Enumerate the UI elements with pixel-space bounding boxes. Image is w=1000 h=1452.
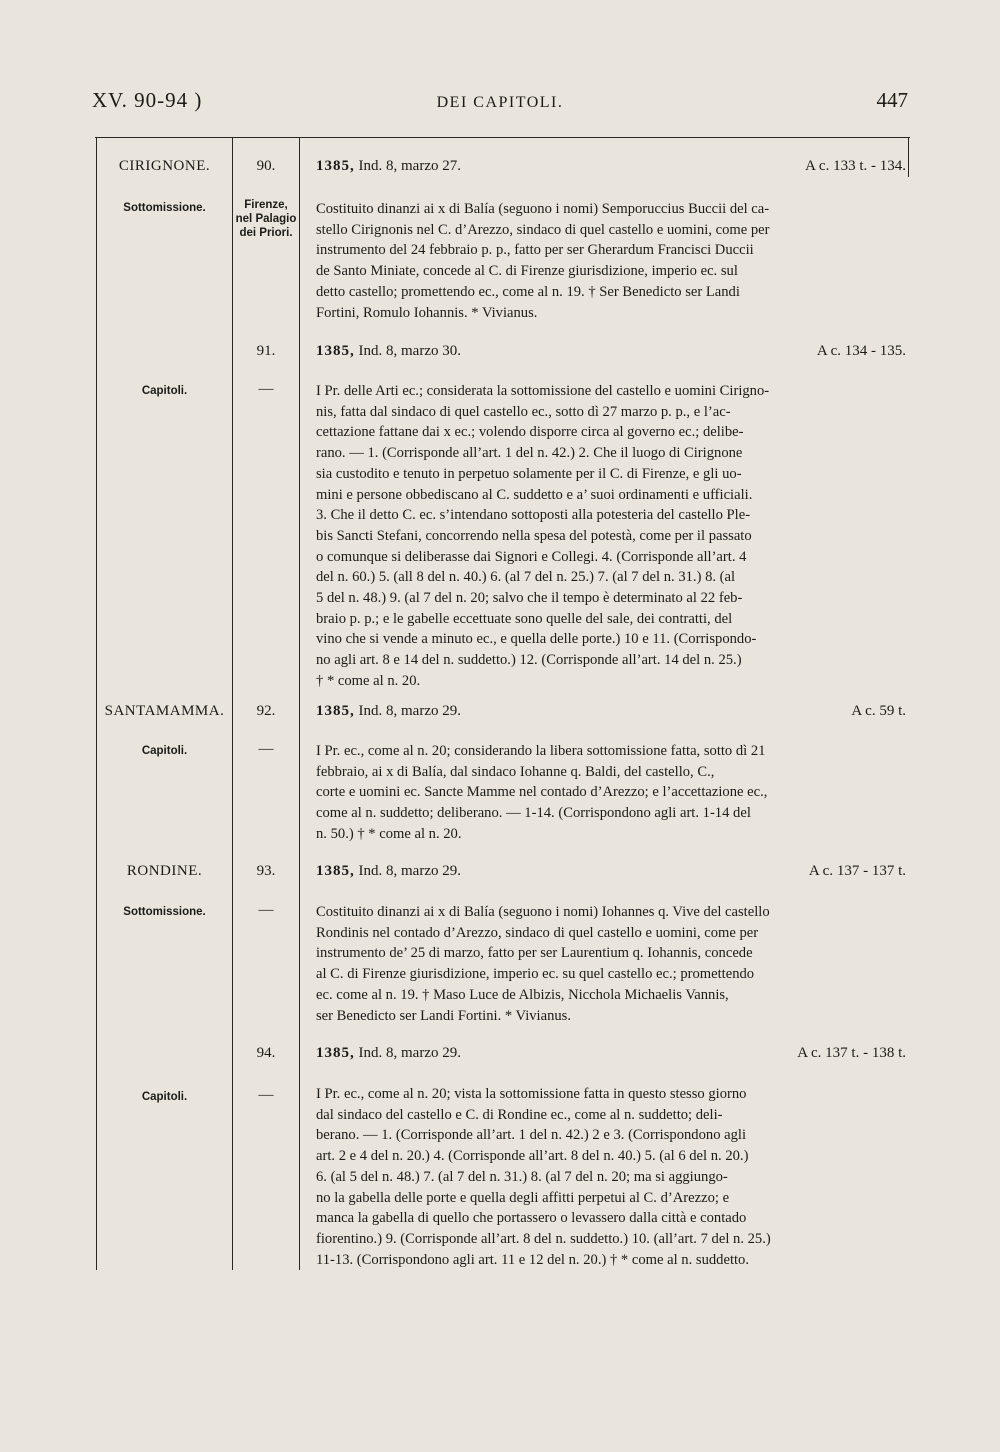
text-line: I Pr. ec., come al n. 20; vista la sottomissione fatta in questo stesso giorno — [316, 1086, 747, 1102]
entry-location — [233, 198, 299, 240]
column-rule-numbers — [299, 137, 300, 1270]
entry-place-name: RONDINE. — [126, 863, 203, 879]
location-line: nel Palagio — [235, 213, 297, 225]
entry-number: 92. — [256, 703, 276, 719]
entry-reference: A c. 137 t. - 138 t. — [797, 1045, 906, 1061]
text-line: braio p. p.; e le gabelle eccettuate sono quelle del sale, dei contratti, del — [316, 610, 733, 627]
text-line: I Pr. delle Arti ec.; considerata la sottomissione del castello e uomini Cirigno- — [316, 383, 770, 399]
text-line: febbraio, ai x di Balía, dal sindaco Iohanne q. Baldi, del castello, C., — [316, 763, 715, 780]
text-line: Costituito dinanzi ai x di Balía (seguono i nomi) Semporuccius Buccii del ca- — [316, 201, 770, 217]
location-line: dei Priori. — [239, 227, 293, 239]
entry-type: Sottomissione. — [123, 202, 206, 214]
text-line: nis, fatta dal sindaco di quel castello ec., sotto dì 27 marzo p. p., e l’ac- — [316, 403, 731, 420]
entry-date: Ind. 8, marzo 29. — [358, 703, 461, 719]
text-line: 11-13. (Corrispondono agli art. 11 e 12 del n. 20.) † * come al n. suddetto. — [316, 1251, 750, 1268]
text-line: stello Cirignonis nel C. d’Arezzo, sindaco di quel castello e uomini, come per — [316, 221, 770, 238]
entry-type: Capitoli. — [141, 385, 188, 397]
text-line: art. 2 e 4 del n. 20.) 4. (Corrisponde all’art. 8 del n. 40.) 5. (al 6 del n. 20.) — [316, 1148, 749, 1165]
text-line: corte e uomini ec. Sancte Mamme nel contado d’Arezzo; e l’accettazione ec., — [316, 784, 768, 801]
entry-year: 1385, — [316, 703, 355, 719]
entry-date: Ind. 8, marzo 29. — [358, 863, 461, 879]
entry-location-dash: — — [258, 381, 274, 397]
entry-heading — [316, 1045, 906, 1062]
text-line: come al n. suddetto; deliberano. — 1-14. (Corrispondono agli art. 1-14 del — [316, 805, 751, 822]
text-line: rano. — 1. (Corrisponde all’art. 1 del n. 42.) 2. Che il luogo di Cirignone — [316, 445, 743, 462]
entry-reference: A c. 134 - 135. — [816, 343, 906, 359]
text-line: bis Sancti Stefani, concorrendo nella spesa del potestà, come per il passato — [316, 527, 752, 544]
text-line: o comunque si deliberasse dai Signori e Collegi. 4. (Corrisponde all’art. 4 — [316, 548, 747, 565]
text-line: ser Benedicto ser Landi Fortini. * Vivianus. — [316, 1007, 572, 1024]
text-line: I Pr. ec., come al n. 20; considerando la libera sottomissione fatta, sotto dì 21 — [316, 743, 766, 759]
text-line: del n. 60.) 5. (all 8 del n. 40.) 6. (al 7 del n. 25.) 7. (al 7 del n. 31.) 8. (al — [316, 569, 736, 586]
entry-heading — [316, 343, 906, 360]
entry-number: 93. — [256, 863, 276, 879]
entry-year: 1385, — [316, 343, 355, 359]
entry-type: Capitoli. — [141, 1091, 188, 1103]
text-line: mini e persone obbediscano al C. suddetto e a’ suoi ordinamenti e ufficiali. — [316, 486, 753, 503]
top-rule — [95, 137, 910, 138]
entry-body — [316, 381, 906, 692]
entry-body — [316, 1084, 906, 1270]
entry-date: Ind. 8, marzo 30. — [358, 343, 461, 359]
text-line: manca la gabella di quello che portassero o levassero dalla città e contado — [316, 1210, 747, 1227]
entry-number: 90. — [256, 158, 276, 174]
text-line: instrumento de’ 25 di marzo, fatto per ser Laurentium q. Iohannis, concede — [316, 945, 753, 962]
text-line: 3. Che il detto C. ec. s’intendano sottoposti alla potesteria del castello Ple- — [316, 507, 751, 524]
text-line: Costituito dinanzi ai x di Balía (seguono i nomi) Iohannes q. Vive del castello — [316, 904, 770, 920]
text-line: no agli art. 8 e 14 del n. suddetto.) 12. (Corrisponde all’art. 14 del n. 25.) — [316, 652, 742, 669]
entry-date: Ind. 8, marzo 29. — [358, 1045, 461, 1061]
entry-number: 94. — [256, 1045, 276, 1061]
text-line: vino che si vende a minuto ec., e quella delle porte.) 10 e 11. (Corrispondo- — [316, 631, 757, 648]
text-line: n. 50.) † * come al n. 20. — [316, 825, 462, 842]
text-line: sia custodito e tenuto in perpetuo solamente per il C. di Firenze, e gli uo- — [316, 465, 742, 482]
entry-number: 91. — [256, 343, 276, 359]
entry-body — [316, 741, 906, 845]
text-line: no la gabella delle porte e quella degli affitti perpetui al C. d’Arezzo; e — [316, 1189, 730, 1206]
location-line: Firenze, — [244, 199, 288, 211]
running-head-title: DEI CAPITOLI. — [436, 94, 564, 111]
text-line: instrumento del 24 febbraio p. p., fatto per ser Gherardum Francisci Duccii — [316, 242, 754, 259]
entry-date: Ind. 8, marzo 27. — [358, 158, 461, 174]
entry-body — [316, 902, 906, 1026]
entry-place-name: CIRIGNONE. — [118, 158, 211, 174]
right-border-rule — [908, 137, 909, 177]
entry-heading — [316, 863, 906, 880]
entry-reference: A c. 133 t. - 134. — [805, 158, 906, 174]
entry-reference: A c. 59 t. — [851, 703, 906, 719]
entry-type: Sottomissione. — [123, 906, 206, 918]
entry-year: 1385, — [316, 1045, 355, 1061]
entry-location-dash: — — [258, 741, 274, 757]
text-line: fiorentino.) 9. (Corrisponde all’art. 8 del n. suddetto.) 10. (all’art. 7 del n. 25.) — [316, 1230, 771, 1247]
entry-location-dash: — — [258, 1087, 274, 1103]
entry-reference: A c. 137 - 137 t. — [808, 863, 906, 879]
entry-heading — [316, 703, 906, 720]
text-line: cettazione fattane dai x ec.; volendo disporre circa al governo ec.; delibe- — [316, 424, 744, 441]
text-line: de Santo Miniate, concede al C. di Firenze giurisdizione, imperio ec. sul — [316, 263, 738, 280]
text-line: ec. come al n. 19. † Maso Luce de Albizis, Nicchola Michaelis Vannis, — [316, 986, 729, 1003]
entry-body — [316, 199, 906, 323]
entry-year: 1385, — [316, 158, 355, 174]
text-line: al C. di Firenze giurisdizione, imperio ec. su quel castello ec.; promettendo — [316, 966, 755, 983]
entry-place-name: SANTAMAMMA. — [104, 703, 225, 719]
text-line: † * come al n. 20. — [316, 672, 421, 689]
text-line: berano. — 1. (Corrisponde all’art. 1 del n. 42.) 2 e 3. (Corrispondono agli — [316, 1127, 747, 1144]
page-number: 447 — [876, 88, 908, 112]
text-line: Rondinis nel contado d’Arezzo, sindaco di quel castello e uomini, come per — [316, 924, 759, 941]
running-head-section: XV. 90-94 ) — [92, 88, 203, 112]
text-line: 6. (al 5 del n. 48.) 7. (al 7 del n. 31.) 8. (al 7 del n. 20; ma si aggiungo- — [316, 1168, 728, 1185]
text-line: Fortini, Romulo Iohannis. * Vivianus. — [316, 304, 538, 321]
text-line: 5 del n. 48.) 9. (al 7 del n. 20; salvo che il tempo è determinato al 22 feb- — [316, 590, 743, 607]
entry-location-dash: — — [258, 902, 274, 918]
entry-type: Capitoli. — [141, 745, 188, 757]
text-line: detto castello; promettendo ec., come al n. 19. † Ser Benedicto ser Landi — [316, 283, 740, 300]
text-line: dal sindaco del castello e C. di Rondine ec., come al n. suddetto; deli- — [316, 1106, 723, 1123]
entry-heading — [316, 158, 906, 175]
entry-year: 1385, — [316, 863, 355, 879]
